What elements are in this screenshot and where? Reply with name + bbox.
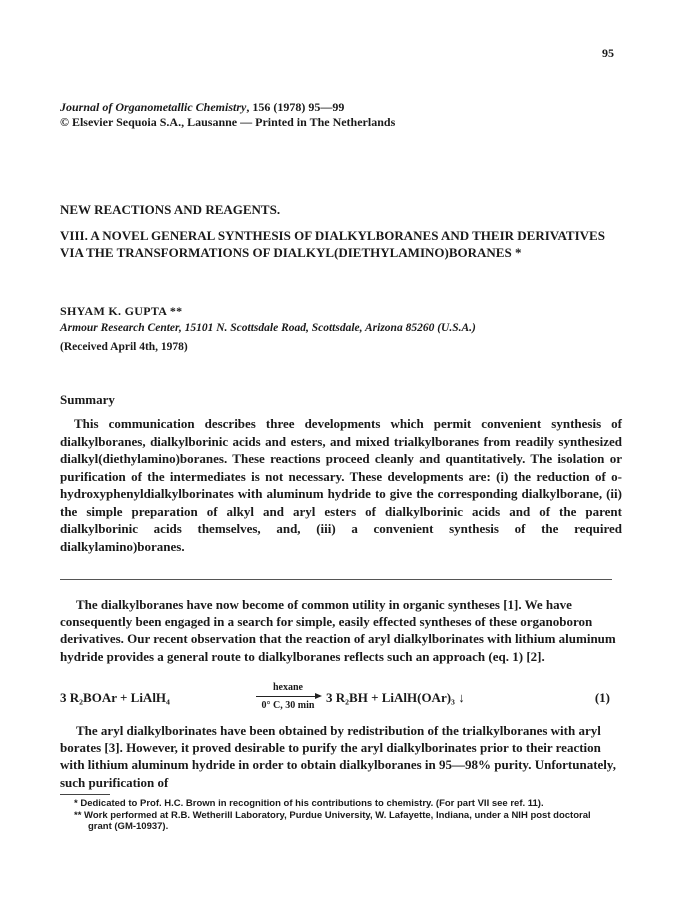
journal-name: Journal of Organometallic Chemistry bbox=[60, 100, 247, 114]
equation-number: (1) bbox=[594, 690, 610, 705]
summary-divider bbox=[60, 579, 612, 580]
arrow-solvent-label: hexane bbox=[273, 682, 303, 693]
equation-products: 3 R₂BH + LiAlH(OAr)₃ ↓ bbox=[326, 690, 465, 705]
footnote-divider bbox=[60, 794, 110, 795]
arrow-conditions-label: 0° C, 30 min bbox=[261, 700, 315, 711]
summary-paragraph: This communication describes three developments which permit convenient synthesis of dialkylboranes, dialkylborinic acids and esters, and mixed trialkylboranes from readily synthesized dialkyl(diethylamino)boranes. These reactions proceed cleanly and quantitatively. The isolation or purification of the intermediates is not necessary. These developments are: (i) the reduction of o-hydroxyphenyldialkylborinates with aluminum hydride to give the corresponding dialkylborane, (ii) the simple preparation of alkyl and aryl esters of dialkylborinic acids and of the parent dialkylborinic acids themselves, and, (iii) a convenient synthesis of the required dialkylamino)boranes. bbox=[60, 416, 622, 554]
copyright-line: © Elsevier Sequoia S.A., Lausanne — Printed in The Netherlands bbox=[60, 115, 396, 129]
equation-1 bbox=[60, 682, 630, 726]
article-title: VIII. A NOVEL GENERAL SYNTHESIS OF DIALKYLBORANES AND THEIR DERIVATIVES VIA THE TRANSFORMATIONS OF DIALKYL(DIETHYLAMINO)BORANES * bbox=[60, 228, 605, 260]
summary-section bbox=[60, 415, 622, 555]
arrow-line-icon bbox=[256, 696, 320, 697]
series-title: NEW REACTIONS AND REAGENTS. bbox=[60, 202, 281, 217]
equation-reactants: 3 R₂BOAr + LiAlH₄ bbox=[60, 690, 170, 705]
summary-heading: Summary bbox=[60, 392, 115, 407]
author-name: SHYAM K. GUPTA ** bbox=[60, 304, 183, 318]
footnote-2: ** Work performed at R.B. Wetherill Laboratory, Purdue University, W. Lafayette, Indiana, under a NIH post doctoral grant (GM-10937). bbox=[74, 809, 591, 833]
reaction-arrow bbox=[256, 682, 320, 712]
body-paragraph-2: The aryl dialkylborinates have been obtained by redistribution of the trialkylboranes with aryl borates [3]. However, it proved desirable to purify the aryl dialkylborinates prior to their reaction with lithium aluminum hydride in order to obtain dialkylboranes in 95—98% purity. Unfortunately, such purification of bbox=[60, 723, 616, 790]
body-section-continued bbox=[60, 722, 622, 791]
journal-volume: , 156 (1978) 95—99 bbox=[246, 100, 345, 114]
journal-citation bbox=[60, 100, 344, 115]
author-affiliation: Armour Research Center, 15101 N. Scottsdale Road, Scottsdale, Arizona 85260 (U.S.A.) bbox=[60, 322, 476, 334]
body-paragraph-1: The dialkylboranes have now become of common utility in organic syntheses [1]. We have consequently been engaged in a search for simple, easily effected syntheses of these organoboron derivatives. Our recent observation that the reaction of aryl dialkylborinates with lithium aluminum hydride provides a general route to dialkylboranes reflects such an approach (eq. 1) [2]. bbox=[60, 597, 616, 664]
received-date: (Received April 4th, 1978) bbox=[60, 341, 188, 353]
body-section-intro bbox=[60, 596, 622, 665]
page-number: 95 bbox=[602, 46, 614, 60]
footnote-1: * Dedicated to Prof. H.C. Brown in recognition of his contributions to chemistry. (For part VII see ref. 11). bbox=[74, 798, 544, 809]
footnotes bbox=[74, 798, 614, 833]
